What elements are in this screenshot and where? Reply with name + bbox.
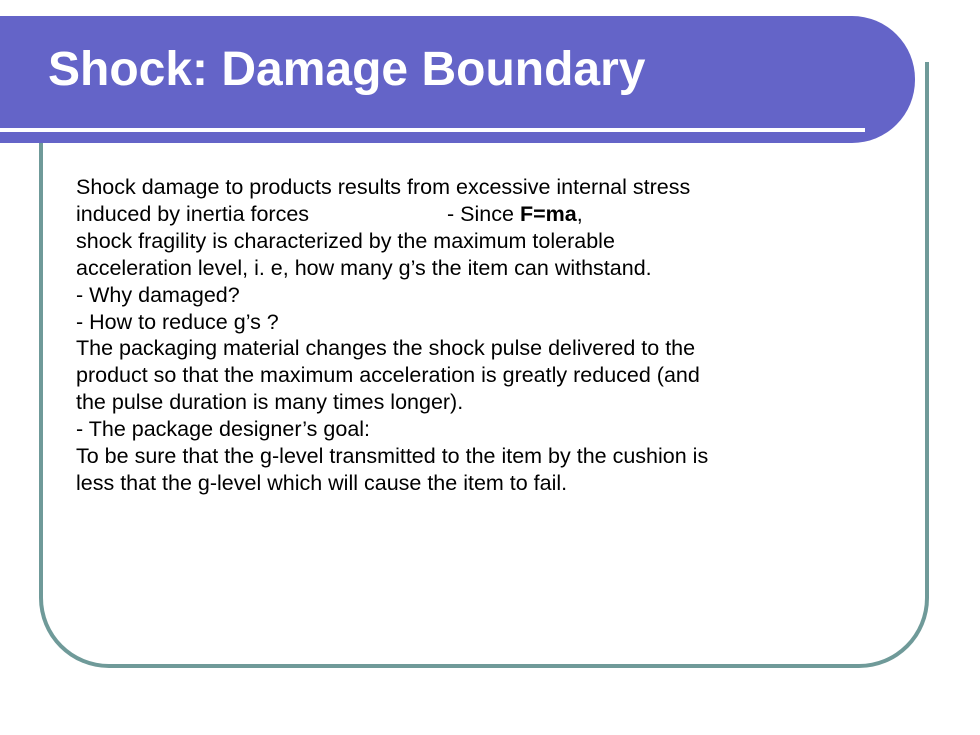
slide-body xyxy=(76,174,896,497)
body-line-2-part-a: induced by inertia forces xyxy=(76,201,310,226)
title-underline xyxy=(0,128,865,132)
body-line-9: the pulse duration is many times longer). xyxy=(76,390,464,415)
body-line-7: The packaging material changes the shock pulse delivered to the xyxy=(76,336,696,361)
body-line-12: less that the g-level which will cause the item to fail. xyxy=(76,470,568,495)
body-line-2-part-b: - Since xyxy=(447,201,520,226)
formula-fma: F=ma xyxy=(519,201,577,226)
body-line-3: shock fragility is characterized by the maximum tolerable xyxy=(76,228,615,253)
body-line-4: acceleration level, i. e, how many g’s the item can withstand. xyxy=(76,255,652,280)
body-line-2 xyxy=(76,201,896,228)
body-line-2-part-c: , xyxy=(576,201,583,226)
body-line-8: product so that the maximum acceleration is greatly reduced (and xyxy=(76,363,700,388)
body-line-5: - Why damaged? xyxy=(76,282,240,307)
slide-title: Shock: Damage Boundary xyxy=(48,43,646,96)
body-line-6: - How to reduce g’s ? xyxy=(76,309,279,334)
body-line-1: Shock damage to products results from excessive internal stress xyxy=(76,175,691,199)
body-line-11: To be sure that the g-level transmitted to the item by the cushion is xyxy=(76,444,709,469)
body-line-10: - The package designer’s goal: xyxy=(76,417,371,442)
